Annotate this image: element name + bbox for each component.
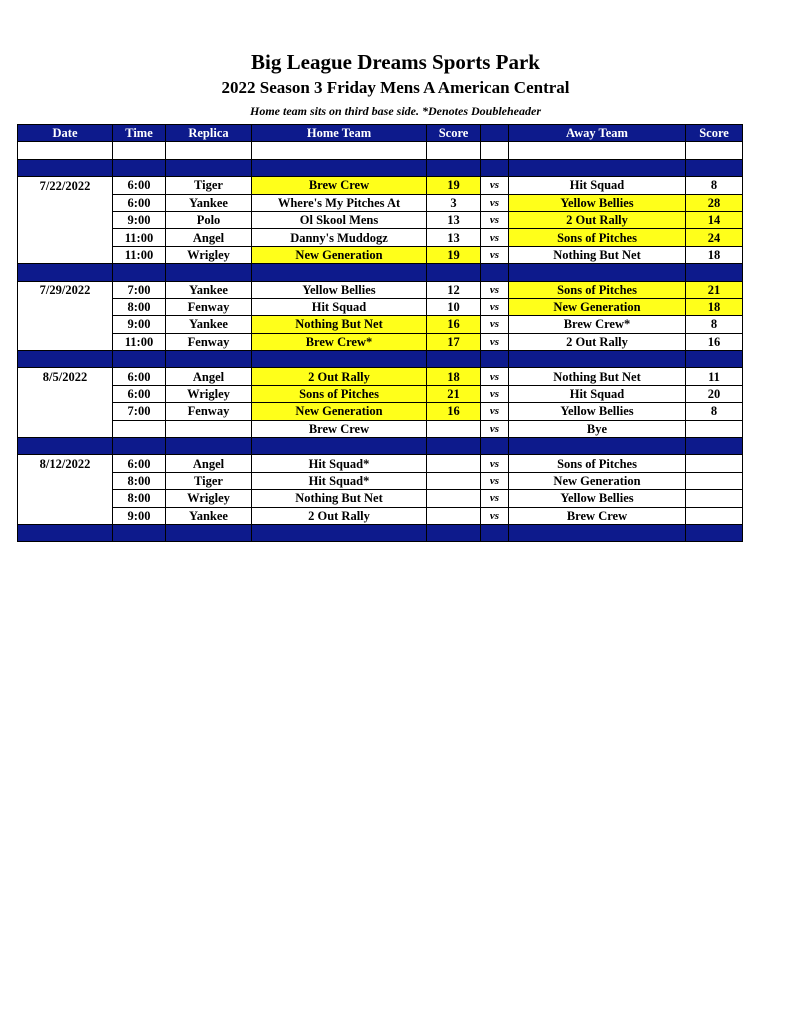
replica-cell: Angel	[166, 229, 252, 246]
home-score-cell	[427, 472, 481, 489]
away-team-cell: Brew Crew*	[509, 316, 686, 333]
home-score-cell: 18	[427, 368, 481, 385]
home-team-cell: Danny's Muddogz	[252, 229, 427, 246]
game-row	[18, 229, 743, 246]
game-row	[18, 333, 743, 350]
blank-cell	[166, 142, 252, 159]
time-cell: 8:00	[113, 472, 166, 489]
away-score-cell	[686, 490, 743, 507]
vs-cell: vs	[481, 194, 509, 211]
home-team-cell: Hit Squad*	[252, 472, 427, 489]
away-team-cell: Sons of Pitches	[509, 229, 686, 246]
date-cell	[18, 246, 113, 263]
separator-cell	[686, 159, 743, 176]
separator-cell	[481, 159, 509, 176]
home-score-cell	[427, 455, 481, 472]
time-cell: 9:00	[113, 507, 166, 524]
separator-cell	[113, 264, 166, 281]
separator-cell	[113, 438, 166, 455]
home-score-cell	[427, 507, 481, 524]
replica-cell: Tiger	[166, 177, 252, 194]
date-cell	[18, 472, 113, 489]
time-cell: 9:00	[113, 316, 166, 333]
home-score-cell: 10	[427, 298, 481, 315]
time-cell: 6:00	[113, 177, 166, 194]
game-row	[18, 298, 743, 315]
away-score-cell: 21	[686, 281, 743, 298]
vs-cell: vs	[481, 490, 509, 507]
game-row	[18, 211, 743, 228]
replica-cell: Fenway	[166, 403, 252, 420]
time-cell: 6:00	[113, 455, 166, 472]
away-team-cell: New Generation	[509, 298, 686, 315]
vs-cell: vs	[481, 385, 509, 402]
separator-cell	[18, 438, 113, 455]
date-cell	[18, 420, 113, 437]
separator-cell	[18, 351, 113, 368]
col-header-away-score: Score	[686, 125, 743, 142]
page-subtitle: 2022 Season 3 Friday Mens A American Central	[221, 78, 570, 97]
separator-cell	[18, 159, 113, 176]
away-team-cell: Yellow Bellies	[509, 490, 686, 507]
blank-cell	[252, 142, 427, 159]
away-team-cell: Yellow Bellies	[509, 403, 686, 420]
home-team-cell: Hit Squad*	[252, 455, 427, 472]
game-row	[18, 194, 743, 211]
away-score-cell: 16	[686, 333, 743, 350]
date-cell	[18, 403, 113, 420]
separator-cell	[509, 438, 686, 455]
separator-cell	[166, 351, 252, 368]
separator-cell	[166, 438, 252, 455]
date-cell: 8/12/2022	[18, 455, 113, 472]
col-header-home-team: Home Team	[252, 125, 427, 142]
game-row	[18, 455, 743, 472]
blank-cell	[427, 142, 481, 159]
home-score-cell: 13	[427, 211, 481, 228]
away-score-cell: 20	[686, 385, 743, 402]
vs-cell: vs	[481, 333, 509, 350]
col-header-vs	[481, 125, 509, 142]
vs-cell: vs	[481, 246, 509, 263]
game-row	[18, 507, 743, 524]
home-team-cell: New Generation	[252, 246, 427, 263]
away-score-cell: 8	[686, 403, 743, 420]
separator-cell	[686, 524, 743, 541]
time-cell: 6:00	[113, 385, 166, 402]
away-score-cell: 8	[686, 316, 743, 333]
home-team-cell: Nothing But Net	[252, 490, 427, 507]
time-cell: 6:00	[113, 194, 166, 211]
replica-cell	[166, 420, 252, 437]
vs-cell: vs	[481, 420, 509, 437]
time-cell: 11:00	[113, 246, 166, 263]
home-team-cell: Ol Skool Mens	[252, 211, 427, 228]
home-team-cell: Brew Crew*	[252, 333, 427, 350]
time-cell: 11:00	[113, 229, 166, 246]
replica-cell: Wrigley	[166, 490, 252, 507]
replica-cell: Wrigley	[166, 246, 252, 263]
home-score-cell: 21	[427, 385, 481, 402]
home-score-cell: 13	[427, 229, 481, 246]
away-score-cell: 28	[686, 194, 743, 211]
away-score-cell: 8	[686, 177, 743, 194]
home-team-cell: 2 Out Rally	[252, 368, 427, 385]
schedule-body	[18, 142, 743, 542]
away-team-cell: Nothing But Net	[509, 368, 686, 385]
week-separator-row	[18, 438, 743, 455]
vs-cell: vs	[481, 403, 509, 420]
week-separator-row	[18, 159, 743, 176]
game-row	[18, 472, 743, 489]
vs-cell: vs	[481, 298, 509, 315]
separator-cell	[252, 524, 427, 541]
home-team-cell: Nothing But Net	[252, 316, 427, 333]
col-header-date: Date	[18, 125, 113, 142]
replica-cell: Tiger	[166, 472, 252, 489]
separator-cell	[166, 159, 252, 176]
blank-cell	[113, 142, 166, 159]
replica-cell: Polo	[166, 211, 252, 228]
vs-cell: vs	[481, 368, 509, 385]
separator-cell	[509, 351, 686, 368]
separator-cell	[113, 159, 166, 176]
week-separator-row	[18, 351, 743, 368]
separator-cell	[509, 159, 686, 176]
separator-cell	[166, 524, 252, 541]
date-cell	[18, 385, 113, 402]
away-score-cell: 18	[686, 246, 743, 263]
home-score-cell: 19	[427, 177, 481, 194]
date-cell	[18, 316, 113, 333]
away-team-cell: Hit Squad	[509, 385, 686, 402]
separator-cell	[509, 264, 686, 281]
home-score-cell: 12	[427, 281, 481, 298]
away-team-cell: New Generation	[509, 472, 686, 489]
home-score-cell: 16	[427, 316, 481, 333]
time-cell: 6:00	[113, 368, 166, 385]
date-cell: 8/5/2022	[18, 368, 113, 385]
date-cell	[18, 211, 113, 228]
replica-cell: Yankee	[166, 281, 252, 298]
vs-cell: vs	[481, 229, 509, 246]
blank-row	[18, 142, 743, 159]
game-row	[18, 316, 743, 333]
vs-cell: vs	[481, 177, 509, 194]
home-team-cell: 2 Out Rally	[252, 507, 427, 524]
home-team-cell: Brew Crew	[252, 420, 427, 437]
home-team-cell: Yellow Bellies	[252, 281, 427, 298]
week-separator-row	[18, 524, 743, 541]
replica-cell: Angel	[166, 455, 252, 472]
vs-cell: vs	[481, 316, 509, 333]
home-team-cell: Sons of Pitches	[252, 385, 427, 402]
game-row	[18, 420, 743, 437]
separator-cell	[481, 524, 509, 541]
separator-cell	[427, 524, 481, 541]
time-cell: 8:00	[113, 490, 166, 507]
game-row	[18, 368, 743, 385]
date-cell	[18, 333, 113, 350]
away-score-cell: 18	[686, 298, 743, 315]
page-title: Big League Dreams Sports Park	[251, 50, 540, 74]
replica-cell: Fenway	[166, 333, 252, 350]
away-score-cell	[686, 420, 743, 437]
vs-cell: vs	[481, 472, 509, 489]
home-team-cell: Brew Crew	[252, 177, 427, 194]
separator-cell	[481, 264, 509, 281]
away-team-cell: Hit Squad	[509, 177, 686, 194]
replica-cell: Wrigley	[166, 385, 252, 402]
date-cell	[18, 507, 113, 524]
blank-cell	[18, 142, 113, 159]
separator-cell	[686, 351, 743, 368]
date-cell	[18, 194, 113, 211]
time-cell: 7:00	[113, 281, 166, 298]
away-team-cell: Yellow Bellies	[509, 194, 686, 211]
away-team-cell: 2 Out Rally	[509, 211, 686, 228]
away-score-cell: 11	[686, 368, 743, 385]
home-team-cell: New Generation	[252, 403, 427, 420]
date-cell	[18, 298, 113, 315]
away-score-cell	[686, 455, 743, 472]
col-header-home-score: Score	[427, 125, 481, 142]
away-team-cell: Brew Crew	[509, 507, 686, 524]
date-cell: 7/29/2022	[18, 281, 113, 298]
away-team-cell: Sons of Pitches	[509, 455, 686, 472]
schedule-note: Home team sits on third base side. *Denotes Doubleheader	[250, 104, 541, 118]
separator-cell	[113, 351, 166, 368]
time-cell: 8:00	[113, 298, 166, 315]
away-score-cell: 14	[686, 211, 743, 228]
blank-cell	[686, 142, 743, 159]
blank-cell	[509, 142, 686, 159]
col-header-time: Time	[113, 125, 166, 142]
home-score-cell	[427, 420, 481, 437]
home-team-cell: Where's My Pitches At	[252, 194, 427, 211]
separator-cell	[113, 524, 166, 541]
home-score-cell: 19	[427, 246, 481, 263]
home-score-cell: 16	[427, 403, 481, 420]
replica-cell: Yankee	[166, 194, 252, 211]
time-cell: 7:00	[113, 403, 166, 420]
replica-cell: Yankee	[166, 507, 252, 524]
away-score-cell: 24	[686, 229, 743, 246]
blank-cell	[481, 142, 509, 159]
game-row	[18, 281, 743, 298]
home-score-cell: 17	[427, 333, 481, 350]
vs-cell: vs	[481, 455, 509, 472]
game-row	[18, 246, 743, 263]
col-header-away-team: Away Team	[509, 125, 686, 142]
home-score-cell	[427, 490, 481, 507]
separator-cell	[686, 438, 743, 455]
date-cell	[18, 490, 113, 507]
date-cell: 7/22/2022	[18, 177, 113, 194]
separator-cell	[18, 264, 113, 281]
replica-cell: Yankee	[166, 316, 252, 333]
schedule-table	[17, 124, 743, 542]
separator-cell	[427, 438, 481, 455]
week-separator-row	[18, 264, 743, 281]
separator-cell	[481, 438, 509, 455]
away-team-cell: Nothing But Net	[509, 246, 686, 263]
away-team-cell: Sons of Pitches	[509, 281, 686, 298]
date-cell	[18, 229, 113, 246]
game-row	[18, 490, 743, 507]
game-row	[18, 385, 743, 402]
home-team-cell: Hit Squad	[252, 298, 427, 315]
vs-cell: vs	[481, 211, 509, 228]
separator-cell	[427, 264, 481, 281]
time-cell: 9:00	[113, 211, 166, 228]
vs-cell: vs	[481, 507, 509, 524]
separator-cell	[427, 159, 481, 176]
replica-cell: Angel	[166, 368, 252, 385]
time-cell: 11:00	[113, 333, 166, 350]
time-cell	[113, 420, 166, 437]
separator-cell	[427, 351, 481, 368]
col-header-replica: Replica	[166, 125, 252, 142]
vs-cell: vs	[481, 281, 509, 298]
away-team-cell: Bye	[509, 420, 686, 437]
separator-cell	[252, 159, 427, 176]
replica-cell: Fenway	[166, 298, 252, 315]
separator-cell	[252, 264, 427, 281]
separator-cell	[252, 351, 427, 368]
away-score-cell	[686, 507, 743, 524]
separator-cell	[18, 524, 113, 541]
separator-cell	[509, 524, 686, 541]
separator-cell	[686, 264, 743, 281]
home-score-cell: 3	[427, 194, 481, 211]
separator-cell	[481, 351, 509, 368]
header-row	[18, 125, 743, 142]
separator-cell	[252, 438, 427, 455]
game-row	[18, 177, 743, 194]
separator-cell	[166, 264, 252, 281]
away-score-cell	[686, 472, 743, 489]
game-row	[18, 403, 743, 420]
away-team-cell: 2 Out Rally	[509, 333, 686, 350]
